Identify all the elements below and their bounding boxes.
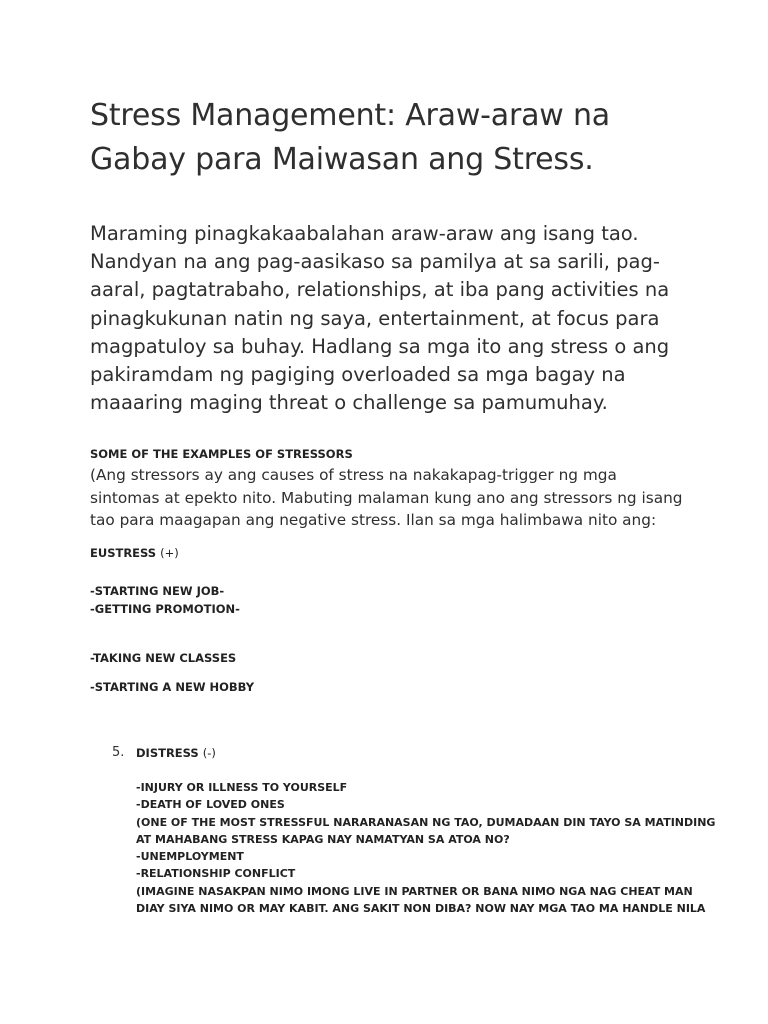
distress-item: (ONE OF THE MOST STRESSFUL NARARANASAN NG TAO, DUMADAAN DIN TAYO SA MATINDING [136, 815, 716, 829]
distress-item: (IMAGINE NASAKPAN NIMO IMONG LIVE IN PARTNER OR BANA NIMO NGA NAG CHEAT MAN [136, 884, 693, 898]
distress-item: -INJURY OR ILLNESS TO YOURSELF [136, 781, 348, 794]
distress-label: DISTRESS [136, 746, 199, 760]
distress-item: DIAY SIYA NIMO OR MAY KABIT. ANG SAKIT NON DIBA? NOW NAY MGA TAO MA HANDLE NILA [136, 902, 706, 916]
eustress-sign: (+) [160, 546, 179, 560]
eustress-item: -STARTING A NEW HOBBY [90, 680, 255, 694]
distress-heading [136, 745, 216, 761]
page-title: Stress Management: Araw-araw na Gabay para Maiwasan ang Stress. [90, 98, 610, 177]
list-number: 5. [112, 745, 125, 760]
distress-item: AT MAHABANG STRESS KAPAG NAY NAMATYAN SA ATOA NO? [136, 832, 510, 846]
eustress-item: -STARTING NEW JOB- [90, 584, 225, 598]
eustress-item: -GETTING PROMOTION- [90, 602, 240, 616]
distress-sign: (-) [202, 746, 216, 760]
examples-paragraph: (Ang stressors ay ang causes of stress na nakakapag-trigger ng mga sintomas at epekto nito. Mabuting malaman kung ano ang stressors ng isang tao para maagapan ang negative stress. Ilan sa mga halimbawa nito ang: [90, 466, 683, 529]
distress-item: -RELATIONSHIP CONFLICT [136, 867, 296, 881]
intro-paragraph: Maraming pinagkakaabalahan araw-araw ang isang tao. Nandyan na ang pag-aasikaso sa pamilya at sa sarili, pag-aaral, pagtatrabaho, relationships, at iba pang activities na pinagkukunan natin ng saya, entertainment, at focus para magpatuloy sa buhay. Hadlang sa mga ito ang stress o ang pakiramdam ng pagiging overloaded sa mga bagay na maaaring maging threat o challenge sa pamumuhay. [90, 222, 670, 415]
examples-heading: SOME OF THE EXAMPLES OF STRESSORS [90, 447, 353, 461]
distress-item: -DEATH OF LOVED ONES [136, 798, 285, 812]
eustress-label: EUSTRESS [90, 546, 157, 560]
eustress-heading [90, 545, 179, 561]
distress-list [136, 779, 716, 917]
distress-item: -UNEMPLOYMENT [136, 850, 244, 864]
eustress-item: -TAKING NEW CLASSES [90, 651, 237, 665]
